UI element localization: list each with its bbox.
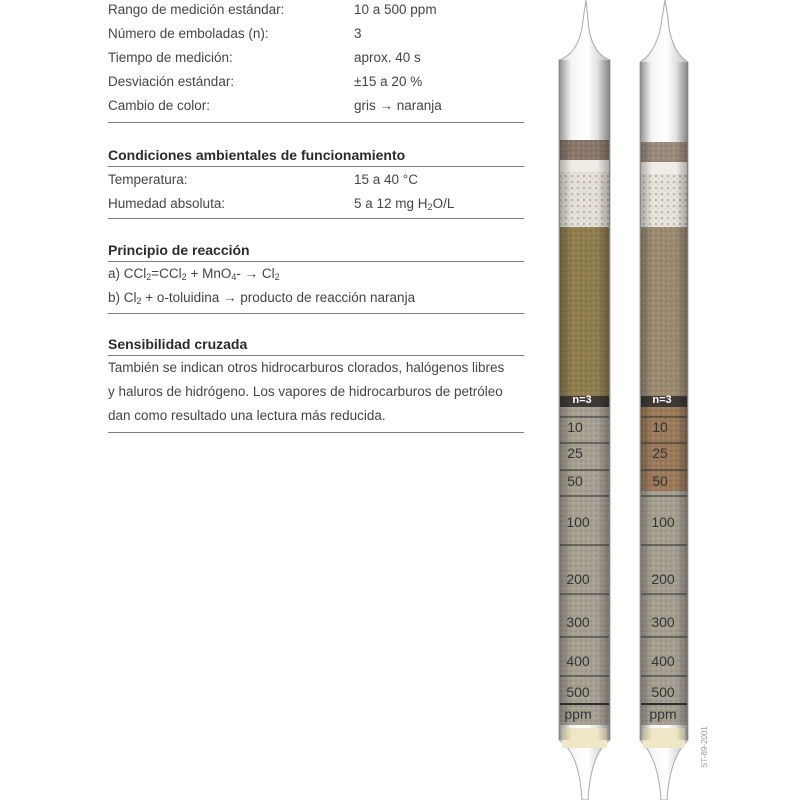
cross-section-title: Sensibilidad cruzada <box>108 336 248 352</box>
reaction-section-title: Principio de reacción <box>108 242 250 258</box>
scale-mark: 300 <box>651 614 675 630</box>
humidity-text-pre: 5 a 12 mg H <box>354 195 428 211</box>
formula-subscript: 2 <box>146 272 152 282</box>
scale-mark: 300 <box>566 614 590 630</box>
spec-label: Tiempo de medición: <box>108 49 233 65</box>
scale-unit: ppm <box>564 706 592 722</box>
spec-label: Desviación estándar: <box>108 73 235 89</box>
scale-mark: 200 <box>651 571 675 587</box>
formula-subscript: 2 <box>181 272 187 282</box>
spec-label: Cambio de color: <box>108 97 211 113</box>
scale-mark: 200 <box>566 571 590 587</box>
tube-left <box>559 0 610 800</box>
formula-subscript: 2 <box>274 272 280 282</box>
spec-value: gris → naranja <box>354 97 442 113</box>
scale-mark: 50 <box>567 473 583 489</box>
scale-unit: ppm <box>649 706 677 722</box>
scale-mark: 25 <box>567 445 583 461</box>
scale-mark: 500 <box>651 684 675 700</box>
scale-mark: 400 <box>566 653 590 669</box>
ambient-label: Humedad absoluta: <box>108 195 226 211</box>
paragraph-line: También se indican otros hidrocarburos clorados, halógenos libres <box>108 360 505 375</box>
scale-mark: 10 <box>652 419 668 435</box>
spec-label: Número de emboladas (n): <box>108 25 269 41</box>
scale-mark: 500 <box>566 684 590 700</box>
scale-mark: 50 <box>652 473 668 489</box>
formula-part: a) CCl <box>108 266 147 281</box>
formula-part: + MnO <box>186 266 232 281</box>
tube-right <box>640 0 688 800</box>
ambient-label: Temperatura: <box>108 171 188 187</box>
ambient-value: 15 a 40 °C <box>354 171 418 187</box>
scale-mark: 400 <box>651 653 675 669</box>
spec-label: Rango de medición estándar: <box>108 1 285 17</box>
formula-part: - → Cl <box>236 266 275 281</box>
ambient-section-title: Condiciones ambientales de funcionamiento <box>108 147 406 163</box>
tube-label-n3: n=3 <box>572 394 592 406</box>
spec-value: ±15 a 20 % <box>354 73 423 89</box>
humidity-text-post: O/L <box>432 195 455 211</box>
tube-label-n3: n=3 <box>652 394 672 406</box>
scale-mark: 100 <box>651 514 675 530</box>
scale-mark: 10 <box>567 419 583 435</box>
humidity-subscript: 2 <box>427 201 433 212</box>
formula-part: =CCl <box>151 266 182 281</box>
scale-mark: 100 <box>566 514 590 530</box>
image-code: ST-89-2001 <box>700 726 709 768</box>
spec-value: aprox. 40 s <box>354 49 421 65</box>
formula-subscript: 4 <box>231 272 237 282</box>
paragraph-line: y haluros de hidrógeno. Los vapores de hidrocarburos de petróleo <box>108 384 503 399</box>
spec-value: 10 a 500 ppm <box>354 1 437 17</box>
paragraph-line: dan como resultado una lectura más reducida. <box>108 408 386 423</box>
formula-part: + o-toluidina → producto de reacción naranja <box>141 290 416 305</box>
scale-mark: 25 <box>652 445 668 461</box>
spec-value: 3 <box>354 25 362 41</box>
formula-part: b) Cl <box>108 290 137 305</box>
formula-subscript: 2 <box>136 296 142 306</box>
